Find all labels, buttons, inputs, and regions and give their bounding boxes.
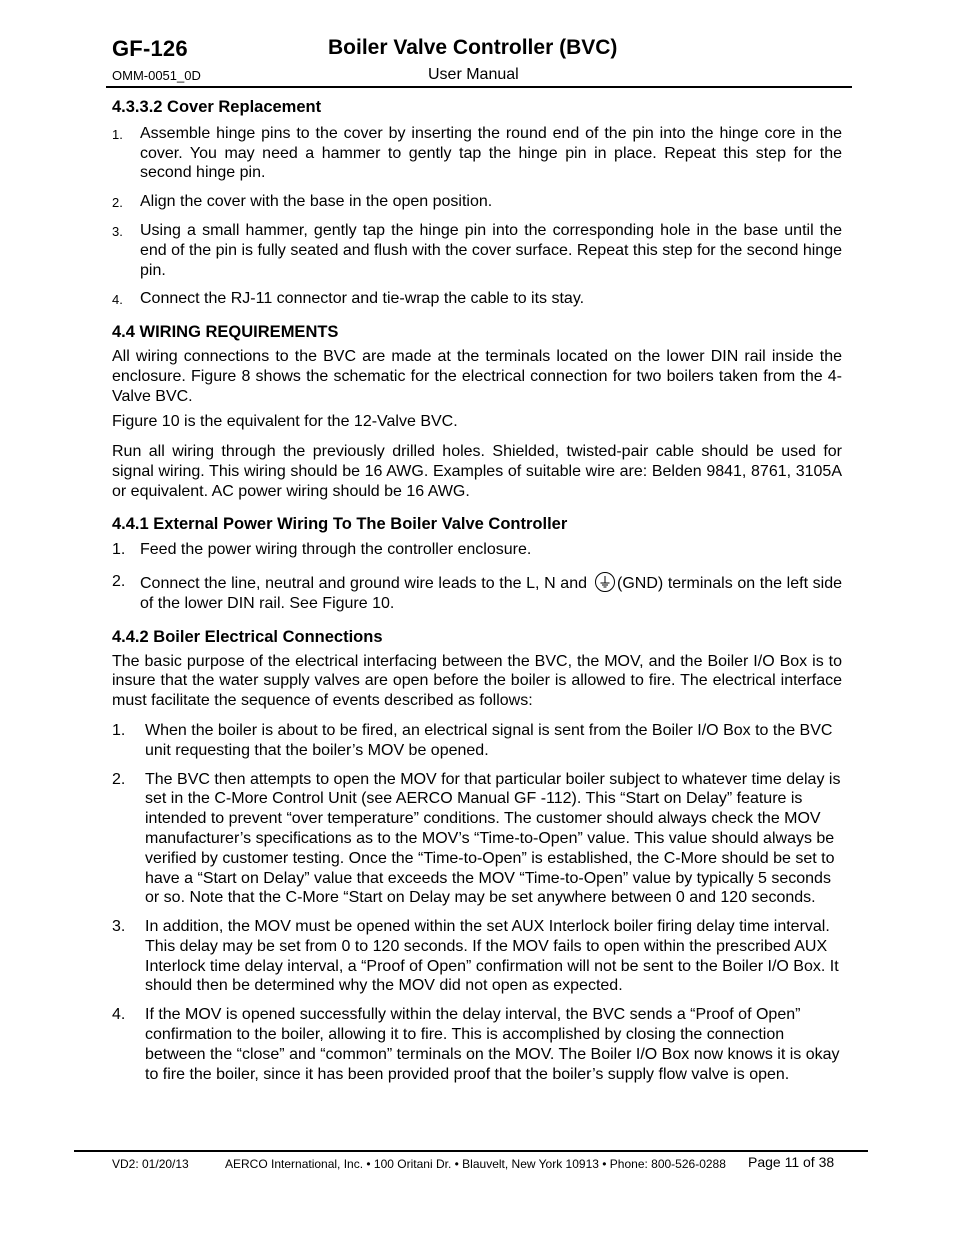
list-item	[112, 917, 842, 996]
doc-number: OMM-0051_0D	[112, 68, 201, 83]
wiring-paragraph-3: Run all wiring through the previously drilled holes. Shielded, twisted-pair cable should be used for signal wiring. This wiring should be 16 AWG. Examples of suitable wire are: Belden 9841, 8761, 3105A or equivalent. AC power wiring should be 16 AWG.	[112, 443, 842, 500]
list-number: 1.	[112, 541, 126, 559]
list-text: When the boiler is about to be fired, an electrical signal is sent from the Boiler I/O Box to the BVC unit requesting that the boiler’s MOV be opened.	[145, 721, 833, 759]
wiring-paragraph-2: Figure 10 is the equivalent for the 12-Valve BVC.	[112, 413, 458, 431]
list-item	[112, 1005, 842, 1084]
list-text: Assemble hinge pins to the cover by inserting the round end of the pin into the hinge core in the cover. You may need a hammer to gently tap the hinge pin in place. Repeat this step for the second hinge pin.	[140, 124, 842, 182]
list-number: 4.	[112, 292, 123, 308]
footer-address: AERCO International, Inc. • 100 Oritani Dr. • Blauvelt, New York 10913 • Phone: 800-526-0288	[225, 1157, 726, 1171]
boiler-paragraph-1: The basic purpose of the electrical interfacing between the BVC, the MOV, and the Boiler I/O Box is to insure that the water supply valves are open before the boiler is allowed to fire. The electrical interface must facilitate the sequence of events described as follows:	[112, 652, 842, 710]
list-item	[112, 289, 842, 309]
list-text: Feed the power wiring through the controller enclosure.	[140, 541, 532, 559]
list-number: 3.	[112, 223, 123, 239]
doc-subtitle: User Manual	[428, 66, 519, 83]
header-divider	[106, 86, 852, 88]
list-item	[112, 124, 842, 183]
list-text: Connect the line, neutral and ground wire leads to the L, N and	[140, 575, 587, 593]
doc-code: GF-126	[112, 36, 188, 61]
footer-divider	[74, 1150, 868, 1152]
list-text: Connect the RJ-11 connector and tie-wrap the cable to its stay.	[140, 290, 585, 308]
list-item	[112, 770, 842, 909]
heading-wiring-requirements: 4.4 WIRING REQUIREMENTS	[112, 323, 339, 342]
list-number: 2.	[112, 573, 126, 591]
list-item	[112, 572, 842, 614]
page-content	[112, 98, 842, 1084]
footer-version: VD2: 01/20/13	[112, 1157, 189, 1171]
list-item	[112, 192, 842, 212]
list-number: 2.	[112, 195, 123, 211]
heading-boiler-electrical: 4.4.2 Boiler Electrical Connections	[112, 627, 383, 646]
list-item	[112, 721, 842, 761]
doc-title: Boiler Valve Controller (BVC)	[328, 36, 618, 59]
list-text: The BVC then attempts to open the MOV for that particular boiler subject to whatever time delay is set in the C-More Control Unit (see AERCO Manual GF -112). This “Start on Delay” feature is intended to prevent “over temperature” conditions. The customer should always check the MOV manufacturer’s specifications as to the MOV’s “Time-to-Open” value. This value should always be verified by customer testing. Once the “Time-to-Open” is established, the C-More should be set to have a “Start on Delay” value that exceeds the MOV “Time-to-Open” value by typically 5 seconds or so. Note that the C-More “Start on Delay may be set anywhere between 0 and 120 seconds.	[145, 770, 841, 907]
footer-page-number: Page 11 of 38	[748, 1154, 835, 1170]
wiring-paragraph-1: All wiring connections to the BVC are made at the terminals located on the lower DIN rail inside the enclosure. Figure 8 shows the schematic for the electrical connection for two boilers taken from the 4-Valve BVC.	[112, 347, 842, 405]
list-text: Align the cover with the base in the open position.	[140, 193, 493, 211]
list-number: 4.	[112, 1006, 126, 1024]
list-text: In addition, the MOV must be opened within the set AUX Interlock boiler firing delay time interval. This delay may be set from 0 to 120 seconds. If the MOV fails to open within the prescribed AUX Interlock time delay interval, a “Proof of Open” confirmation will not be sent to the Boiler I/O Box. It should then be determined why the MOV did not open as expected.	[145, 918, 839, 995]
list-number: 2.	[112, 770, 126, 788]
list-number: 1.	[112, 721, 126, 739]
list-text: Using a small hammer, gently tap the hinge pin into the corresponding hole in the base until the end of the pin is fully seated and flush with the cover surface. Repeat this step for the second hinge pin.	[140, 221, 842, 279]
list-number: 3.	[112, 918, 126, 936]
list-item	[112, 221, 842, 280]
list-text: (GND) terminals on the left side of the lower DIN rail. See Figure 10.	[140, 575, 842, 612]
heading-cover-replacement: 4.3.3.2 Cover Replacement	[112, 98, 322, 116]
heading-external-power: 4.4.1 External Power Wiring To The Boiler Valve Controller	[112, 514, 568, 533]
list-item	[112, 540, 842, 560]
ground-symbol-icon	[595, 572, 615, 592]
list-number: 1.	[112, 126, 123, 142]
list-text: If the MOV is opened successfully within the delay interval, the BVC sends a “Proof of Open” confirmation to the boiler, allowing it to fire. This is accomplished by closing the connection between the “close” and “common” terminals on the MOV. The Boiler I/O Box now knows it is okay to fire the boiler, since it has been provided proof that the boiler’s supply flow valve is open.	[145, 1006, 840, 1083]
